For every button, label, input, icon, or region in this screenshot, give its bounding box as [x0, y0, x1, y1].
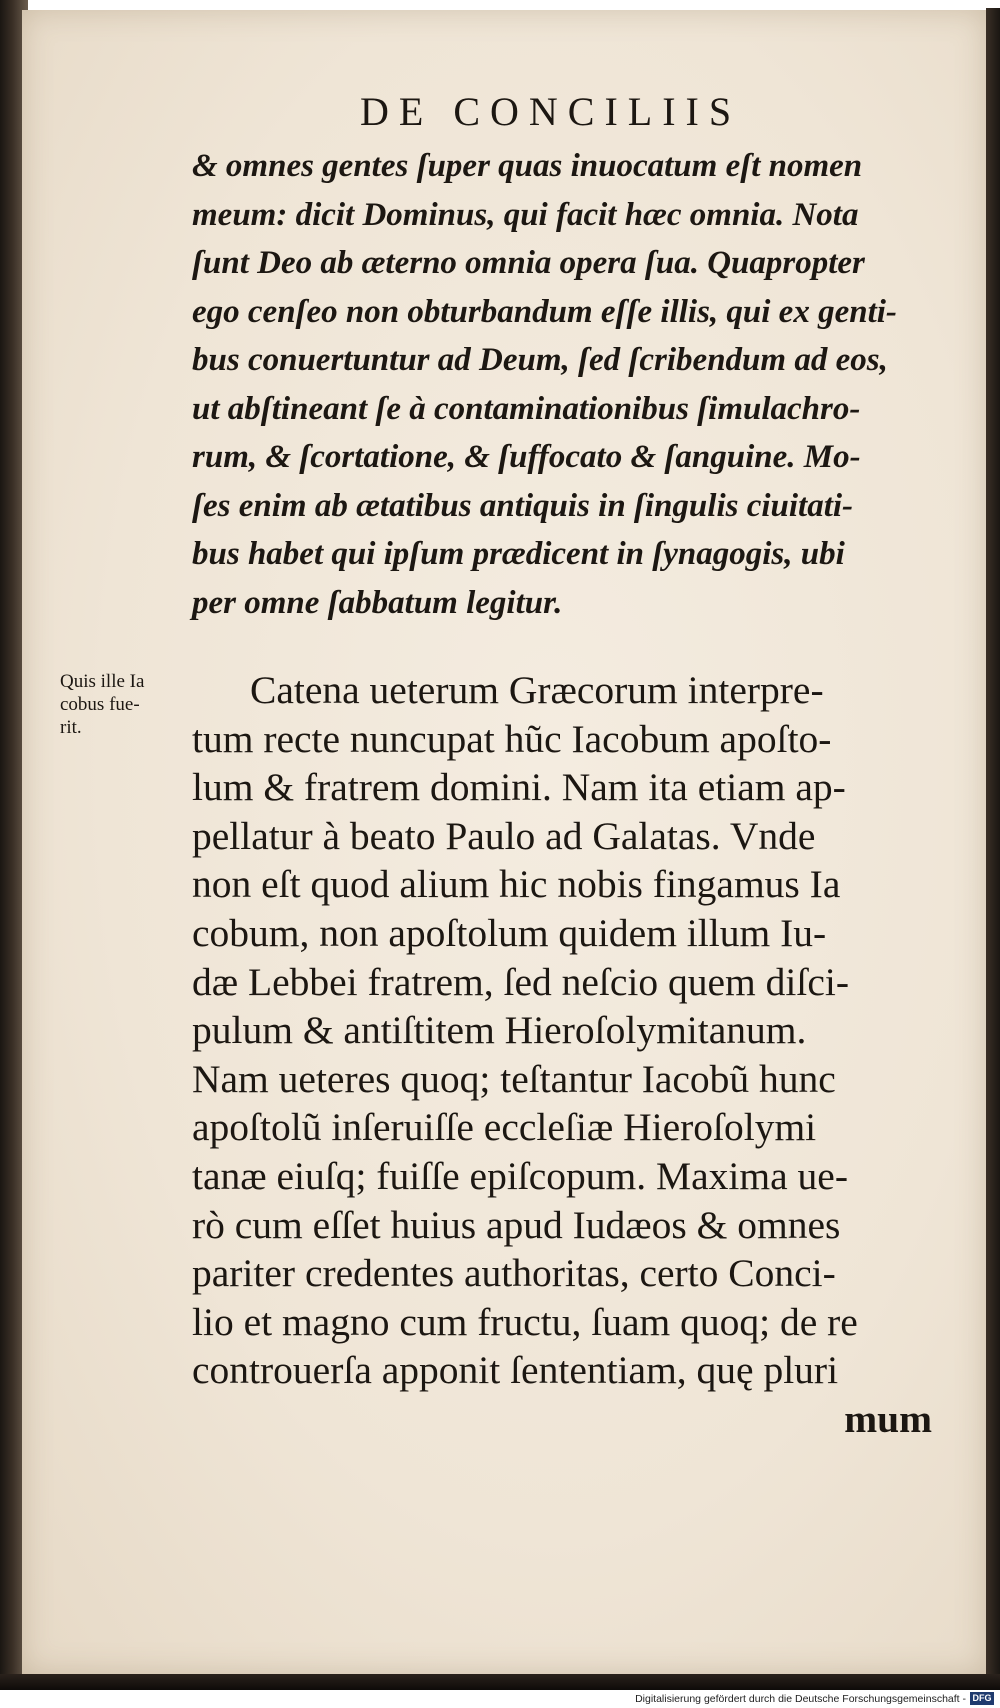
- italic-quotation: [192, 142, 952, 627]
- italic-line: per omne ſabbatum legitur.: [192, 584, 563, 621]
- body-line: non eſt quod alium hic nobis fingamus Ia: [192, 862, 841, 907]
- marginal-line: rit.: [60, 717, 82, 738]
- funding-credit: Digitalisierung gefördert durch die Deutsche Forschungsgemeinschaft -: [635, 1693, 966, 1705]
- italic-line: & omnes gentes ſuper quas inuocatum eſt nomen: [192, 148, 863, 184]
- body-line: cobum, non apoſtolum quidem illum Iu-: [192, 910, 827, 955]
- italic-line: ſes enim ab ætatibus antiquis in ſingulis ciuitati-: [192, 487, 854, 524]
- marginal-line: cobus fue-: [60, 694, 140, 715]
- dfg-logo-icon: DFG: [970, 1692, 994, 1705]
- italic-line: bus habet qui ipſum prædicent in ſynagogis, ubi: [192, 536, 845, 572]
- body-line: rò cum eſſet huius apud Iudæos & omnes: [192, 1202, 841, 1247]
- body-line: tum recte nuncupat hũc Iacobum apoſto-: [192, 716, 832, 761]
- body-line: Catena ueterum Græcorum interpre-: [250, 668, 824, 712]
- body-line: pariter credentes authoritas, certo Conci-: [192, 1251, 836, 1296]
- body-line: lio et magno cum fructu, ſuam quoq; de re: [192, 1299, 858, 1344]
- italic-line: ut abſtineant ſe à contaminationibus ſimulachro-: [192, 390, 861, 427]
- italic-line: bus conuertuntur ad Deum, ſed ſcribendum ad eos,: [192, 342, 888, 378]
- body-line: lum & fratrem domini. Nam ita etiam ap-: [192, 765, 846, 810]
- digitization-footer: [0, 1690, 1000, 1708]
- body-paragraph: [192, 666, 952, 1444]
- marginal-note: [60, 670, 200, 739]
- body-line: controuerſa apponit ſententiam, quę pluri: [192, 1348, 839, 1393]
- italic-line: ſunt Deo ab æterno omnia opera ſua. Quapropter: [192, 245, 865, 281]
- italic-line: ego cenſeo non obturbandum eſſe illis, qui ex genti-: [192, 293, 897, 330]
- body-line: dæ Lebbei fratrem, ſed neſcio quem diſci-: [192, 959, 849, 1004]
- italic-line: rum, & ſcortatione, & ſuffocato & ſanguine. Mo-: [192, 439, 861, 475]
- page-right-edge: [986, 8, 1000, 1676]
- body-line: Nam ueteres quoq; teſtantur Iacobũ hunc: [192, 1056, 836, 1101]
- running-head: DE CONCILIIS: [360, 89, 742, 134]
- body-line: tanæ eiuſq; fuiſſe epiſcopum. Maxima ue-: [192, 1153, 848, 1198]
- body-line: pulum & antiſtitem Hieroſolymitanum.: [192, 1008, 807, 1053]
- body-line: apoſtolũ inſeruiſſe eccleſiæ Hieroſolymi: [192, 1105, 817, 1150]
- body-line: pellatur à beato Paulo ad Galatas. Vnde: [192, 813, 816, 858]
- book-bottom-edge: [0, 1674, 1000, 1690]
- italic-line: meum: dicit Dominus, qui facit hæc omnia. Nota: [192, 196, 859, 233]
- catchword: mum: [844, 1396, 932, 1441]
- marginal-line: Quis ille Ia: [60, 671, 145, 692]
